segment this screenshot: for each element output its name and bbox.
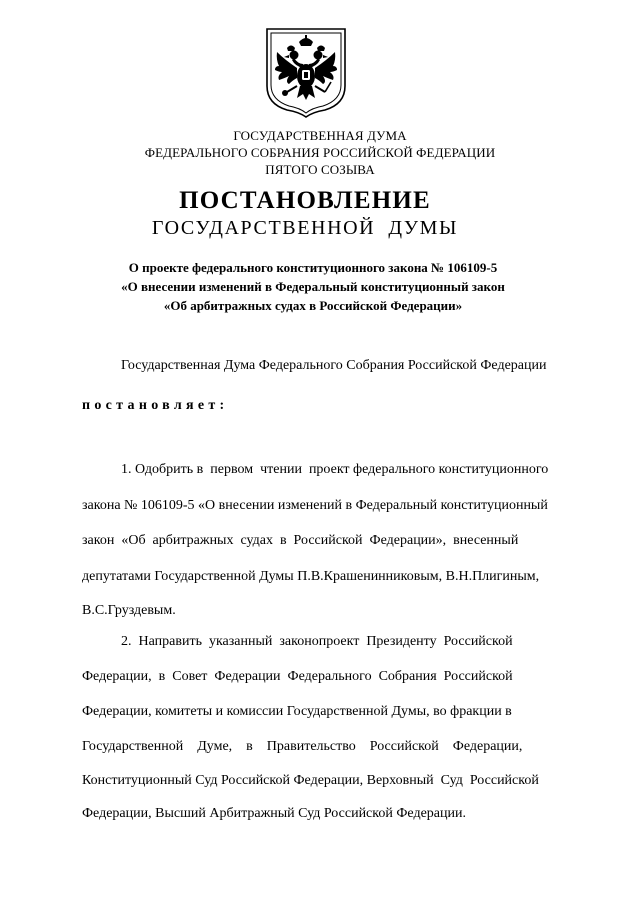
item2-line-5: Конституционный Суд Российской Федерации, Верховный Суд Российской (82, 773, 539, 788)
header-line-3: ПЯТОГО СОЗЫВА (265, 162, 375, 177)
item2-line-6: Федерации, Высший Арбитражный Суд Российской Федерации. (82, 806, 466, 821)
document-subtitle: ГОСУДАРСТВЕННОЙ ДУМЫ (151, 217, 459, 239)
item1-line-1: 1. Одобрить в первом чтении проект федерального конституционного (121, 462, 549, 477)
preamble-text: Государственная Дума Федерального Собрания Российской Федерации (121, 358, 547, 373)
document-title: ПОСТАНОВЛЕНИЕ (179, 187, 431, 214)
item2-line-4: Государственной Думе, в Правительство Российской Федерации, (82, 739, 523, 754)
subject-line-1: О проекте федерального конституционного закона № 106109-5 (128, 260, 498, 275)
issuer-header (0, 127, 640, 178)
resolves-word: постановляет: (82, 398, 229, 413)
header-line-1: ГОСУДАРСТВЕННАЯ ДУМА (233, 128, 407, 143)
item1-line-3: закон «Об арбитражных судах в Российской Федерации», внесенный (82, 533, 519, 548)
document-subject (0, 258, 626, 315)
item1-line-2: закона № 106109-5 «О внесении изменений в Федеральный конституционный (82, 498, 548, 513)
double-headed-eagle-emblem-icon (263, 26, 349, 118)
item1-line-4: депутатами Государственной Думы П.В.Крашенинниковым, В.Н.Плигиным, (82, 569, 540, 584)
subject-line-2: «О внесении изменений в Федеральный конституционный закон (121, 279, 505, 294)
item2-line-1: 2. Направить указанный законопроект Президенту Российской (121, 634, 513, 649)
item2-line-3: Федерации, комитеты и комиссии Государственной Думы, во фракции в (82, 704, 512, 719)
subject-line-3: «Об арбитражных судах в Российской Федерации» (163, 298, 463, 313)
item1-line-5: В.С.Груздевым. (82, 603, 176, 618)
header-line-2: ФЕДЕРАЛЬНОГО СОБРАНИЯ РОССИЙСКОЙ ФЕДЕРАЦИИ (144, 145, 496, 160)
item2-line-2: Федерации, в Совет Федерации Федерального Собрания Российской (82, 669, 513, 684)
